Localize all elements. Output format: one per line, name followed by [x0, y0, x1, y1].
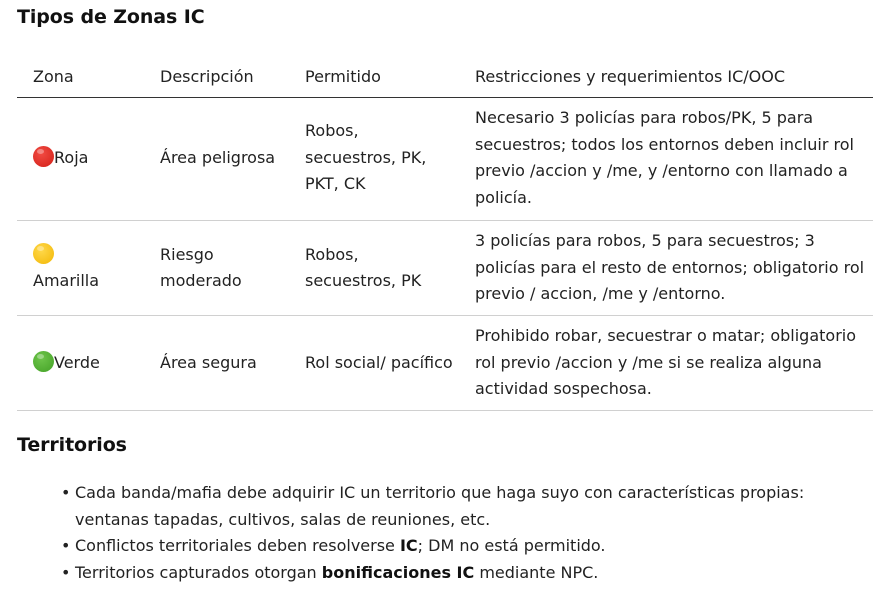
- header-permitido: Permitido: [289, 58, 459, 98]
- zone-label: Roja: [54, 147, 89, 167]
- item-bold-text: IC: [399, 536, 418, 555]
- green-circle-icon: [33, 351, 54, 372]
- zone-cell: [17, 98, 144, 221]
- description-cell: Riesgo moderado: [144, 221, 289, 316]
- item-text: ; DM no está permitido.: [417, 536, 606, 555]
- item-bold-text: bonificaciones IC: [321, 562, 475, 582]
- table-header-row: [17, 58, 873, 98]
- section-title-zonas: Tipos de Zonas IC: [17, 6, 205, 28]
- item-text: Conflictos territoriales deben resolverse: [75, 536, 400, 555]
- zones-table: [17, 58, 873, 411]
- description-cell: Área segura: [144, 316, 289, 411]
- zone-label: Amarilla: [33, 271, 100, 290]
- description-cell: Área peligrosa: [144, 98, 289, 221]
- header-zona: Zona: [17, 58, 144, 98]
- restrictions-cell: Necesario 3 policías para robos/PK, 5 para secuestros; todos los entornos deben incluir rol previo /accion y /me, y /entorno con llamado a policía.: [459, 98, 873, 221]
- zone-cell: [17, 221, 144, 316]
- list-item: • Cada banda/mafia debe adquirir IC un territorio que haga suyo con características propias: ventanas tapadas, cultivos, salas de reuniones, etc.: [61, 480, 851, 533]
- table-row: [17, 98, 873, 221]
- header-descripcion: Descripción: [144, 58, 289, 98]
- yellow-circle-icon: [33, 243, 54, 264]
- zone-cell: [17, 316, 144, 411]
- section-title-territorios: Territorios: [17, 434, 127, 456]
- territories-list: [61, 480, 851, 586]
- header-restricciones: Restricciones y requerimientos IC/OOC: [459, 58, 873, 98]
- table-row: [17, 221, 873, 316]
- restrictions-cell: Prohibido robar, secuestrar o matar; obligatorio rol previo /accion y /me si se realiza alguna actividad sospechosa.: [459, 316, 873, 411]
- allowed-cell: Robos, secuestros, PK, PKT, CK: [289, 98, 459, 221]
- zone-label: Verde: [54, 352, 100, 372]
- allowed-cell: Rol social/ pacífico: [289, 316, 459, 411]
- allowed-cell: Robos, secuestros, PK: [289, 221, 459, 316]
- item-text: mediante NPC.: [474, 562, 599, 582]
- list-item: [61, 533, 851, 560]
- red-circle-icon: [33, 146, 54, 167]
- list-item: [61, 560, 851, 587]
- restrictions-cell: 3 policías para robos, 5 para secuestros; 3 policías para el resto de entornos; obligatorio rol previo / accion, /me y /entorno.: [459, 221, 873, 316]
- table-row: [17, 316, 873, 411]
- item-text: Territorios capturados otorgan: [75, 562, 322, 582]
